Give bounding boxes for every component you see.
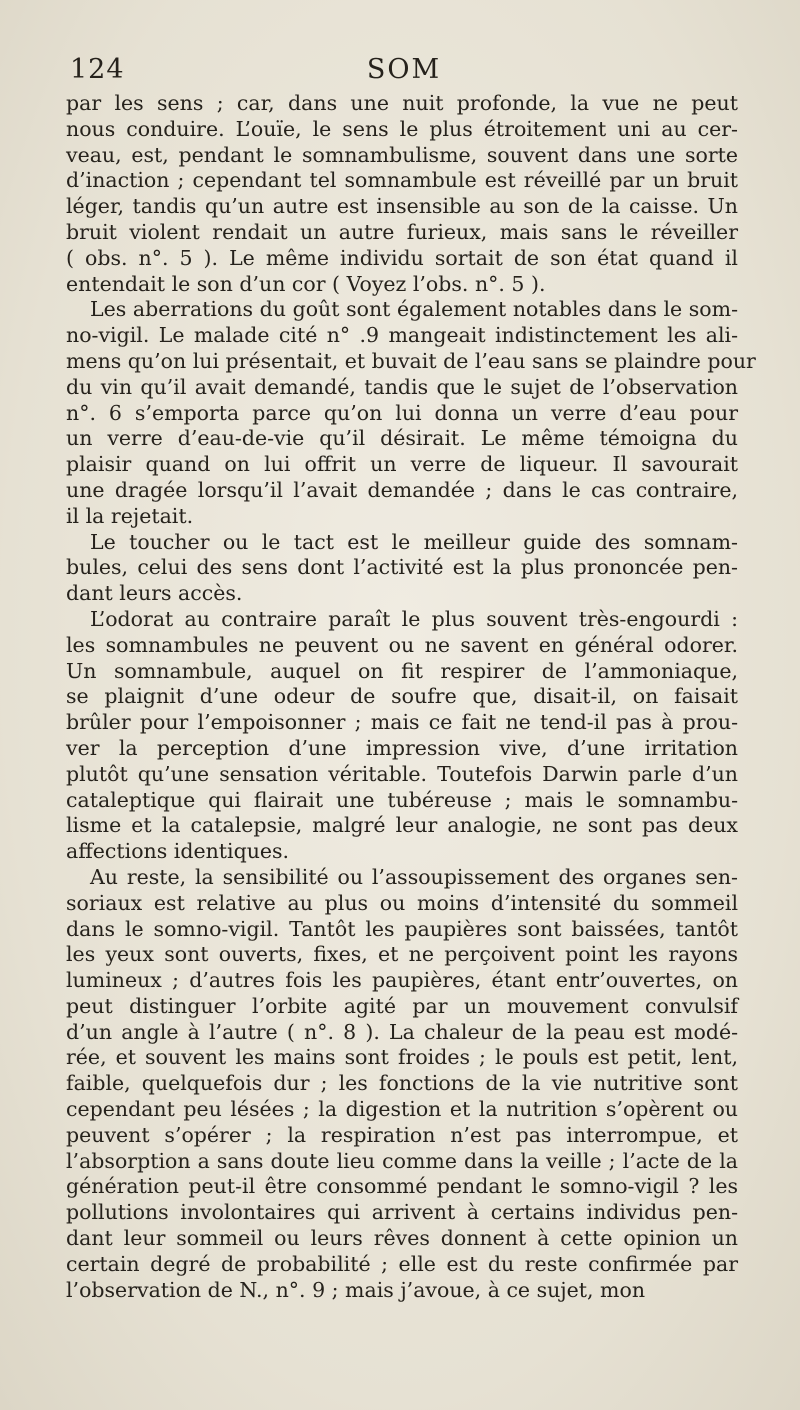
text-line: L’odorat au contraire paraît le plus souvent très-engourdi : (90, 606, 738, 631)
text-line: nous conduire. L’ouïe, le sens le plus étroitement uni au cer- (66, 116, 738, 141)
text-line: soriaux est relative au plus ou moins d’intensité du sommeil (66, 890, 738, 915)
text-line: brûler pour l’empoisonner ; mais ce fait ne tend-il pas à prou- (66, 710, 738, 735)
text-line: Les aberrations du goût sont également notables dans le som- (90, 297, 738, 322)
text-line: ( obs. n°. 5 ). Le même individu sortait de son état quand il (66, 245, 738, 270)
text-line: par les sens ; car, dans une nuit profonde, la vue ne peut (66, 91, 738, 115)
text-line: peuvent s’opérer ; la respiration n’est pas interrompue, et (66, 1122, 738, 1147)
text-line: d’un angle à l’autre ( n°. 8 ). La chaleur de la peau est modé- (66, 1019, 738, 1044)
text-line: lumineux ; d’autres fois les paupières, étant entr’ouvertes, on (66, 968, 738, 993)
text-line: les somnambules ne peuvent ou ne savent en général odorer. (66, 632, 738, 657)
text-line: mens qu’on lui présentait, et buvait de l’eau sans se plaindre pour (66, 348, 756, 373)
text-line: du vin qu’il avait demandé, tandis que le sujet de l’observation (66, 374, 738, 399)
text-line: faible, quelquefois dur ; les fonctions de la vie nutritive sont (66, 1071, 738, 1096)
text-line: bules, celui des sens dont l’activité est la plus prononcée pen- (66, 555, 738, 580)
text-line: Le toucher ou le tact est le meilleur guide des somnam- (90, 529, 738, 554)
text-line: rée, et souvent les mains sont froides ; le pouls est petit, lent, (66, 1045, 738, 1070)
text-line: entendait le son d’un cor ( Voyez l’obs. n°. 5 ). (66, 271, 546, 296)
text-line: peut distinguer l’orbite agité par un mouvement convulsif (66, 993, 738, 1018)
paragraph (66, 607, 738, 865)
page-header (70, 54, 738, 94)
text-line: cependant peu lésées ; la digestion et la nutrition s’opèrent ou (66, 1097, 738, 1122)
text-line: no-vigil. Le malade cité n° .9 mangeait indistinctement les ali- (66, 323, 738, 348)
running-head: SOM (366, 54, 442, 85)
text-line: dant leurs accès. (66, 581, 243, 606)
text-line: plutôt qu’une sensation véritable. Toutefois Darwin parle d’un (66, 761, 738, 786)
text-line: veau, est, pendant le somnambulisme, souvent dans une sorte (66, 142, 738, 167)
text-line: d’inaction ; cependant tel somnambule est réveillé par un bruit (66, 168, 738, 193)
text-line: bruit violent rendait un autre furieux, mais sans le réveiller (66, 219, 738, 244)
text-line: se plaignit d’une odeur de soufre que, disait-il, on faisait (66, 684, 738, 709)
text-line: ver la perception d’une impression vive, d’une irritation (66, 735, 738, 760)
paragraph (66, 297, 756, 529)
page-number: 124 (70, 54, 125, 85)
text-line: léger, tandis qu’un autre est insensible au son de la caisse. Un (66, 194, 738, 219)
text-line: il la rejetait. (66, 503, 194, 528)
text-line: les yeux sont ouverts, fixes, et ne perçoivent point les rayons (66, 942, 738, 967)
text-line: Un somnambule, auquel on fit respirer de l’ammoniaque, (66, 658, 738, 683)
text-line: dant leur sommeil ou leurs rêves donnent à cette opinion un (66, 1226, 738, 1251)
text-line: l’observation de N., n°. 9 ; mais j’avoue, à ce sujet, mon (66, 1277, 646, 1302)
text-line: Au reste, la sensibilité ou l’assoupissement des organes sen- (90, 864, 738, 889)
text-line: certain degré de probabilité ; elle est du reste confirmée par (66, 1251, 738, 1276)
text-line: affections identiques. (66, 839, 290, 864)
text-line: n°. 6 s’emporta parce qu’on lui donna un verre d’eau pour (66, 400, 738, 425)
text-line: pollutions involontaires qui arrivent à certains individus pen- (66, 1200, 738, 1225)
paragraph (66, 91, 738, 297)
paragraph (66, 530, 738, 607)
text-line: dans le somno-vigil. Tantôt les paupières sont baissées, tantôt (66, 916, 738, 941)
text-line: lisme et la catalepsie, malgré leur analogie, ne sont pas deux (66, 813, 738, 838)
paragraph (66, 865, 738, 1304)
text-line: l’absorption a sans doute lieu comme dans la veille ; l’acte de la (66, 1148, 738, 1173)
text-line: cataleptique qui flairait une tubéreuse ; mais le somnambu- (66, 787, 738, 812)
body-text (66, 91, 756, 1303)
text-line: un verre d’eau-de-vie qu’il désirait. Le même témoigna du (66, 426, 738, 451)
text-line: génération peut-il être consommé pendant le somno-vigil ? les (66, 1174, 738, 1199)
text-line: plaisir quand on lui offrit un verre de liqueur. Il savourait (66, 452, 738, 477)
text-line: une dragée lorsqu’il l’avait demandée ; dans le cas contraire, (66, 477, 738, 502)
